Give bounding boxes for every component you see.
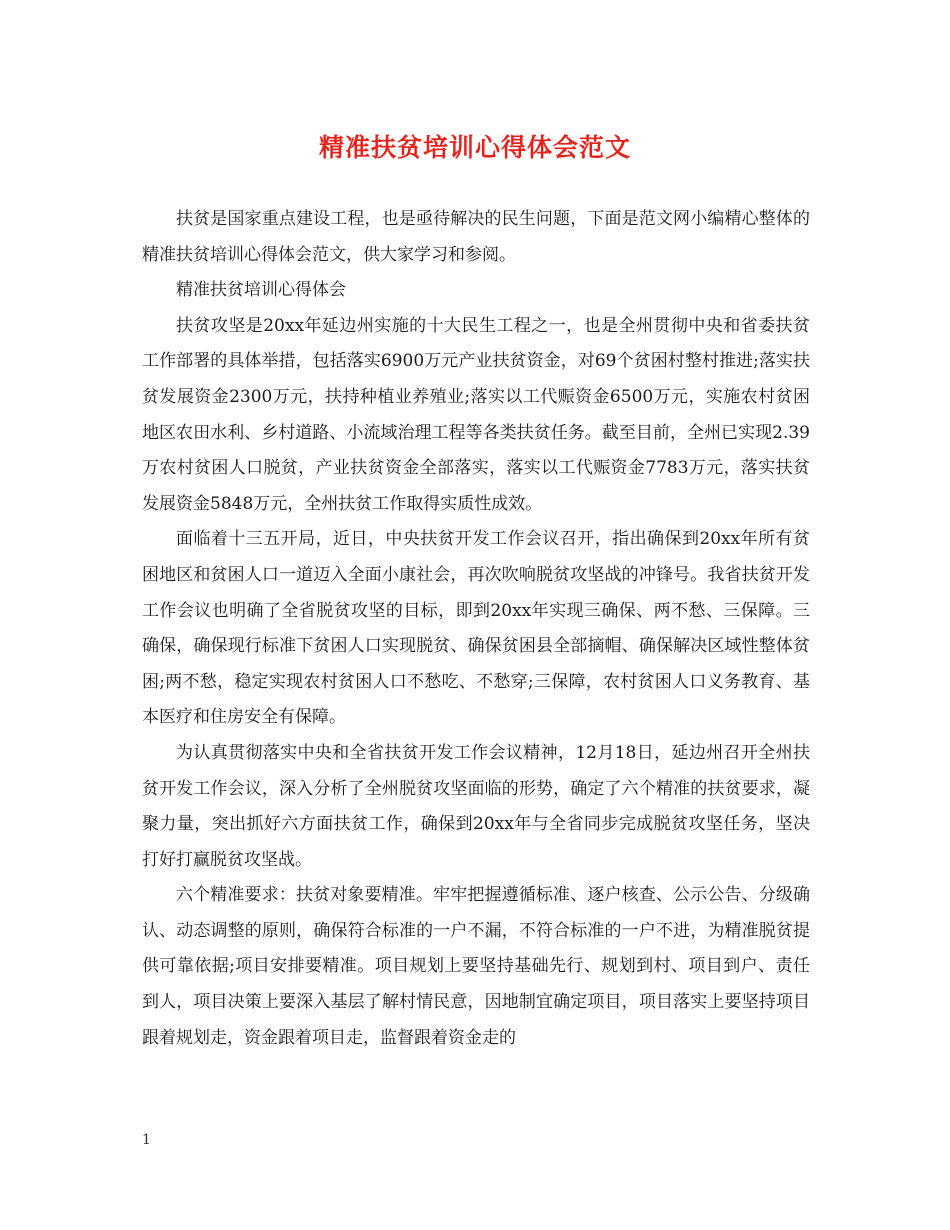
body-paragraph: 六个精准要求：扶贫对象要精准。牢牢把握遵循标准、逐户核查、公示公告、分级确认、动态调整的原则，确保符合标准的一户不漏，不符合标准的一户不进，为精准脱贫提供可靠依据;项目安排要精准。项目规划上要坚持基础先行、规划到村、项目到户、责任到人，项目决策上要深入基层了解村情民意，因地制宜确定项目，项目落实上要坚持项目跟着规划走，资金跟着项目走，监督跟着资金走的	[142, 885, 810, 1048]
body-paragraph: 为认真贯彻落实中央和全省扶贫开发工作会议精神，12月18日，延边州召开全州扶贫开发工作会议，深入分析了全州脱贫攻坚面临的形势，确定了六个精准的扶贫要求，凝聚力量，突出抓好六方面扶贫工作，确保到20xx年与全省同步完成脱贫攻坚任务，坚决打好打赢脱贫攻坚战。	[142, 742, 810, 870]
intro-paragraph: 扶贫是国家重点建设工程，也是亟待解决的民生问题，下面是范文网小编精心整体的精准扶贫培训心得体会范文，供大家学习和参阅。	[142, 209, 810, 265]
document-body	[142, 202, 810, 1056]
page-number: 1	[142, 1132, 151, 1148]
body-paragraph: 面临着十三五开局，近日，中央扶贫开发工作会议召开，指出确保到20xx年所有贫困地区和贫困人口一道迈入全面小康社会，再次吹响脱贫攻坚战的冲锋号。我省扶贫开发工作会议也明确了全省脱贫攻坚的目标，即到20xx年实现三确保、两不愁、三保障。三确保，确保现行标准下贫困人口实现脱贫、确保贫困县全部摘帽、确保解决区域性整体贫困;两不愁，稳定实现农村贫困人口不愁吃、不愁穿;三保障，农村贫困人口义务教育、基本医疗和住房安全有保障。	[142, 529, 810, 728]
section-heading: 精准扶贫培训心得体会	[176, 280, 346, 301]
document-title: 精准扶贫培训心得体会范文	[318, 133, 631, 162]
body-paragraph: 扶贫攻坚是20xx年延边州实施的十大民生工程之一，也是全州贯彻中央和省委扶贫工作部署的具体举措，包括落实6900万元产业扶贫资金，对69个贫困村整村推进;落实扶贫发展资金2300万元，扶持种植业养殖业;落实以工代赈资金6500万元，实施农村贫困地区农田水利、乡村道路、小流域治理工程等各类扶贫任务。截至目前，全州已实现2.39万农村贫困人口脱贫，产业扶贫资金全部落实，落实以工代赈资金7783万元，落实扶贫发展资金5848万元，全州扶贫工作取得实质性成效。	[142, 315, 810, 514]
